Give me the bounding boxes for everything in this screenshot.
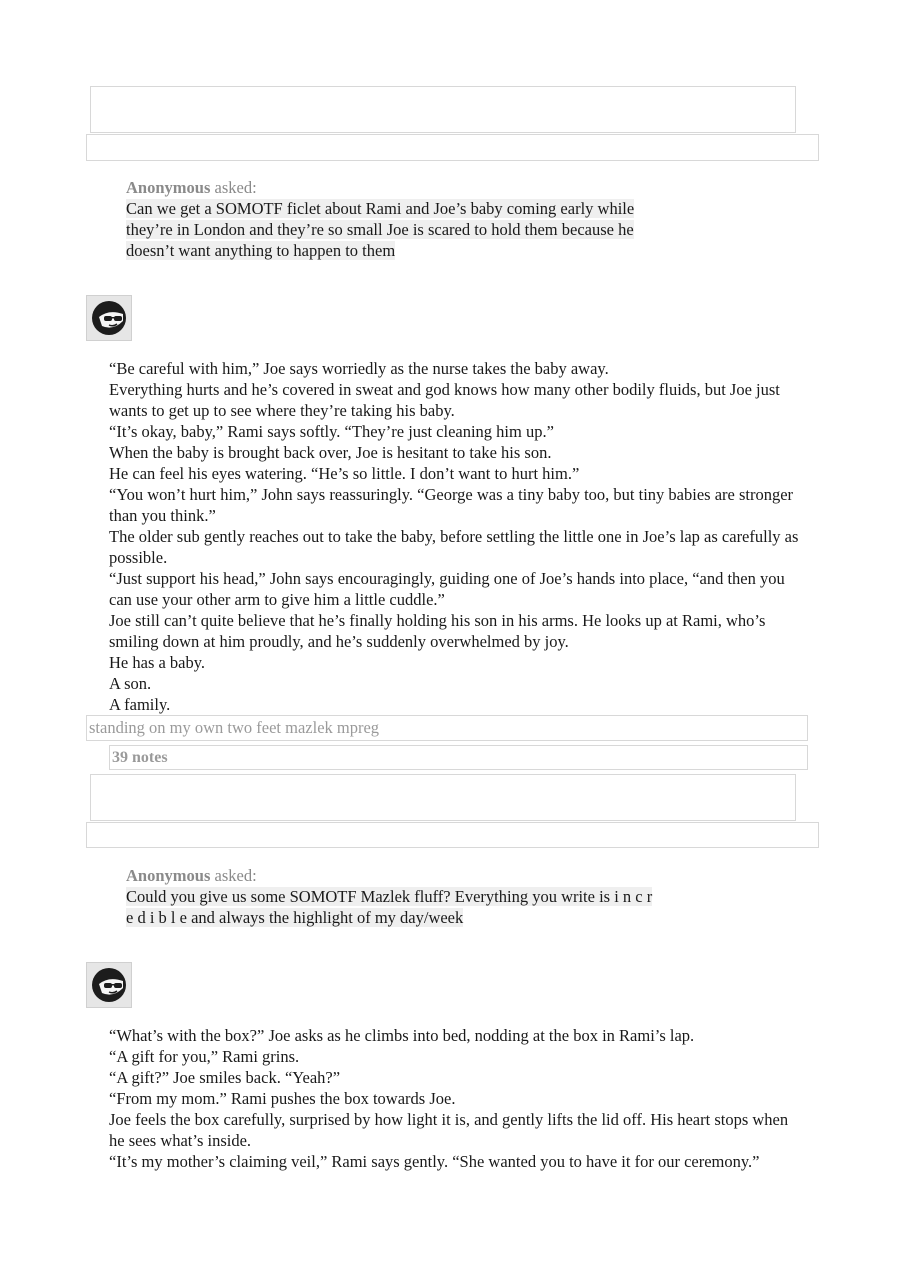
post-header-frame — [90, 774, 796, 821]
ask-header — [126, 177, 686, 198]
avatar[interactable] — [86, 295, 132, 341]
ask-question — [126, 886, 726, 928]
story-paragraph: A family. — [109, 695, 171, 714]
asker-name[interactable]: Anonymous — [126, 178, 211, 197]
story-paragraph: “A gift for you,” Rami grins. — [109, 1047, 300, 1066]
story-paragraph: “Be careful with him,” Joe says worriedly as the nurse takes the baby away. — [109, 359, 609, 378]
story-paragraph: The older sub gently reaches out to take the baby, before settling the little one in Joe’s lap as carefully as possible. — [109, 527, 799, 567]
ask-question — [126, 198, 726, 261]
post-tags[interactable]: standing on my own two feet mazlek mpreg — [86, 715, 808, 741]
post-body — [109, 358, 799, 715]
story-paragraph: He can feel his eyes watering. “He’s so little. I don’t want to hurt him.” — [109, 464, 580, 483]
post-header-bar — [86, 822, 819, 848]
story-paragraph: “A gift?” Joe smiles back. “Yeah?” — [109, 1068, 341, 1087]
post-header-frame — [90, 86, 796, 133]
story-paragraph: “It’s my mother’s claiming veil,” Rami says gently. “She wanted you to have it for our ceremony.” — [109, 1152, 760, 1171]
question-line: Could you give us some SOMOTF Mazlek fluff? Everything you write is i n c r — [126, 887, 653, 906]
sunglasses-face-icon — [89, 298, 129, 338]
story-paragraph: “What’s with the box?” Joe asks as he climbs into bed, nodding at the box in Rami’s lap. — [109, 1026, 695, 1045]
story-paragraph: “Just support his head,” John says encouragingly, guiding one of Joe’s hands into place, “and then you can use your other arm to give him a little cuddle.” — [109, 569, 785, 609]
post-header-bar — [86, 134, 819, 161]
question-line: they’re in London and they’re so small Joe is scared to hold them because he — [126, 220, 634, 239]
story-paragraph: “You won’t hurt him,” John says reassuringly. “George was a tiny baby too, but tiny babies are stronger than you think.” — [109, 485, 794, 525]
post-body — [109, 1025, 799, 1172]
question-line: doesn’t want anything to happen to them — [126, 241, 396, 260]
avatar[interactable] — [86, 962, 132, 1008]
story-paragraph: Joe still can’t quite believe that he’s finally holding his son in his arms. He looks up at Rami, who’s smiling down at him proudly, and he’s suddenly overwhelmed by joy. — [109, 611, 766, 651]
asked-label: asked: — [214, 866, 257, 885]
story-paragraph: Joe feels the box carefully, surprised by how light it is, and gently lifts the lid off. His heart stops when he sees what’s inside. — [109, 1110, 789, 1150]
question-line: e d i b l e and always the highlight of my day/week — [126, 908, 464, 927]
story-paragraph: Everything hurts and he’s covered in sweat and god knows how many other bodily fluids, but Joe just wants to get up to see where they’re taking his baby. — [109, 380, 780, 420]
question-line: Can we get a SOMOTF ficlet about Rami and Joe’s baby coming early while — [126, 199, 635, 218]
story-paragraph: A son. — [109, 674, 152, 693]
sunglasses-face-icon — [89, 965, 129, 1005]
asker-name[interactable]: Anonymous — [126, 866, 211, 885]
story-paragraph: He has a baby. — [109, 653, 206, 672]
story-paragraph: When the baby is brought back over, Joe is hesitant to take his son. — [109, 443, 552, 462]
story-paragraph: “From my mom.” Rami pushes the box towards Joe. — [109, 1089, 456, 1108]
notes-count[interactable]: 39 notes — [109, 745, 808, 770]
story-paragraph: “It’s okay, baby,” Rami says softly. “They’re just cleaning him up.” — [109, 422, 554, 441]
ask-header — [126, 865, 686, 886]
asked-label: asked: — [214, 178, 257, 197]
